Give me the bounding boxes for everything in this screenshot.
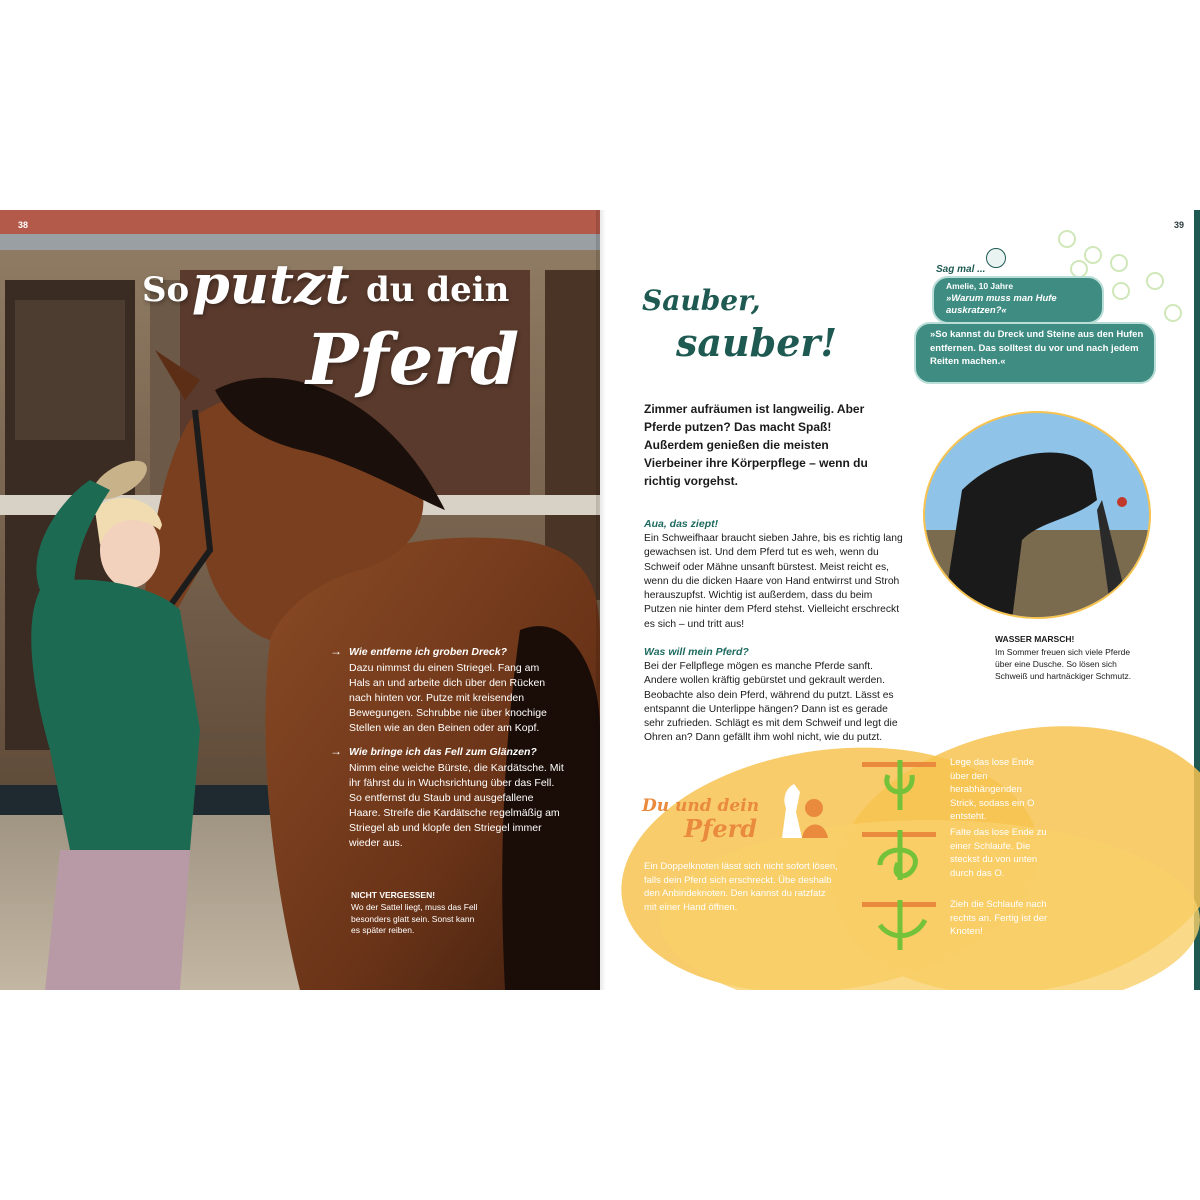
ring-decoration: [1112, 282, 1130, 300]
girl-horse-silhouette-icon: [772, 778, 832, 848]
right-page-number: 39: [1173, 220, 1184, 230]
ring-decoration: [1164, 304, 1182, 322]
box-title-line1: Du und dein: [642, 796, 760, 816]
gutter-shadow: [596, 210, 606, 990]
sagmal-answer: »So kannst du Dreck und Steine aus den Hufen entfernen. Das solltest du vor und nach jedem Reiten machen.«: [930, 329, 1144, 367]
right-heading-line2: sauber!: [676, 320, 838, 365]
ring-decoration: [1110, 254, 1128, 272]
arrow-right-icon: →: [330, 744, 342, 758]
left-title-du-dein: du dein: [366, 270, 510, 310]
section2-text: Bei der Fellpflege mögen es manche Pferde sanft. Andere wollen kräftig gebürstet und gekrault werden. Beobachte also dein Pferd, während du putzt. Lässt es entspannt die Unterlippe hängen? Dann ist es gerade sehr zufrieden. Schlägt es mit dem Schweif und legt die Ohren an? Dann gefällt ihm wohl nicht, wie du putzt.: [644, 661, 898, 744]
photo-caption-text: Im Sommer freuen sich viele Pferde über eine Dusche. So lösen sich Schweiß und hartnäckiger Schmutz.: [995, 647, 1132, 681]
q2-title: Wie bringe ich das Fell zum Glänzen?: [349, 746, 537, 758]
sagmal-name: Amelie, 10 Jahre: [946, 281, 1014, 291]
section2-title: Was will mein Pferd?: [644, 646, 749, 658]
photo-caption-title: WASSER MARSCH!: [995, 634, 1075, 644]
horse-shower-photo: [922, 410, 1152, 620]
knot-step3-text: Zieh die Schlaufe nach rechts an. Fertig ist der Knoten!: [950, 899, 1048, 937]
left-title-pferd: Pferd: [306, 318, 520, 401]
q1-text: Dazu nimmst du einen Striegel. Fang am Hals an und arbeite dich über den Rücken nach hinten vor. Putze mit kreisenden Bewegungen. Schrubbe nie über knochige Stellen wie an den Beinen oder am Kopf.: [349, 662, 547, 734]
arrow-right-icon: →: [330, 644, 342, 658]
right-heading-line1: Sauber,: [642, 284, 761, 317]
box-text: Ein Doppelknoten lässt sich nicht sofort lösen, falls dein Pferd sich erschreckt. Übe deshalb den Anbindeknoten. Den kannst du ratzfatz mit einer Hand öffnen.: [644, 861, 838, 913]
ring-decoration: [1058, 230, 1076, 248]
q1-title: Wie entferne ich groben Dreck?: [349, 646, 508, 658]
sagmal-label: Sag mal ...: [936, 264, 986, 275]
left-page-number: 38: [18, 220, 29, 230]
sagmal-question: »Warum muss man Hufe auskratzen?«: [946, 293, 1057, 316]
q2-text: Nimm eine weiche Bürste, die Kardätsche. Mit ihr fährst du in Wuchsrichtung über das Fell. So entfernst du Staub und ausgefallene Haare. Streife die Kardätsche regelmäßig am Striegel ab und klopfe den Striegel immer wieder aus.: [349, 762, 564, 849]
knot-step3-icon: [870, 895, 930, 955]
child-avatar-icon: [986, 248, 1006, 268]
ring-decoration: [1146, 272, 1164, 290]
intro-text: Zimmer aufräumen ist langweilig. Aber Pferde putzen? Das macht Spaß! Außerdem genießen die meisten Vierbeiner ihre Körperpflege – wenn du richtig vorgehst.: [644, 402, 868, 488]
note-title: NICHT VERGESSEN!: [351, 890, 436, 900]
section1-title: Aua, das ziept!: [644, 518, 719, 530]
knot-step2-text: Falte das lose Ende zu einer Schlaufe. Die steckst du von unten durch das O.: [950, 827, 1047, 879]
section1-text: Ein Schweifhaar braucht sieben Jahre, bis es richtig lang gewachsen ist. Und dem Pferd tut es weh, wenn du Schweif oder Mähne unsanft bürstest. Meist reicht es, wenn du die dicken Haare von Hand entwirrst und Stroh herauszupfst. Wichtig ist außerdem, dass du beim Putzen nie hinter dem Pferd stehst. Vielleicht erschreckt es sich – und tritt aus!: [644, 533, 903, 630]
left-page: [0, 210, 600, 990]
right-page: [600, 210, 1200, 990]
knot-step2-icon: [870, 825, 930, 885]
ring-decoration: [1084, 246, 1102, 264]
left-title-so: So: [142, 270, 190, 310]
knot-step1-text: Lege das lose Ende über den herabhängenden Strick, sodass ein O entsteht.: [950, 757, 1035, 822]
knot-step1-icon: [870, 755, 930, 815]
book-spread: [0, 210, 1200, 990]
box-title-line2: Pferd: [684, 814, 758, 843]
left-title-putzt: putzt: [192, 252, 350, 316]
note-text: Wo der Sattel liegt, muss das Fell besonders glatt sein. Sonst kann es später reiben.: [351, 902, 478, 935]
